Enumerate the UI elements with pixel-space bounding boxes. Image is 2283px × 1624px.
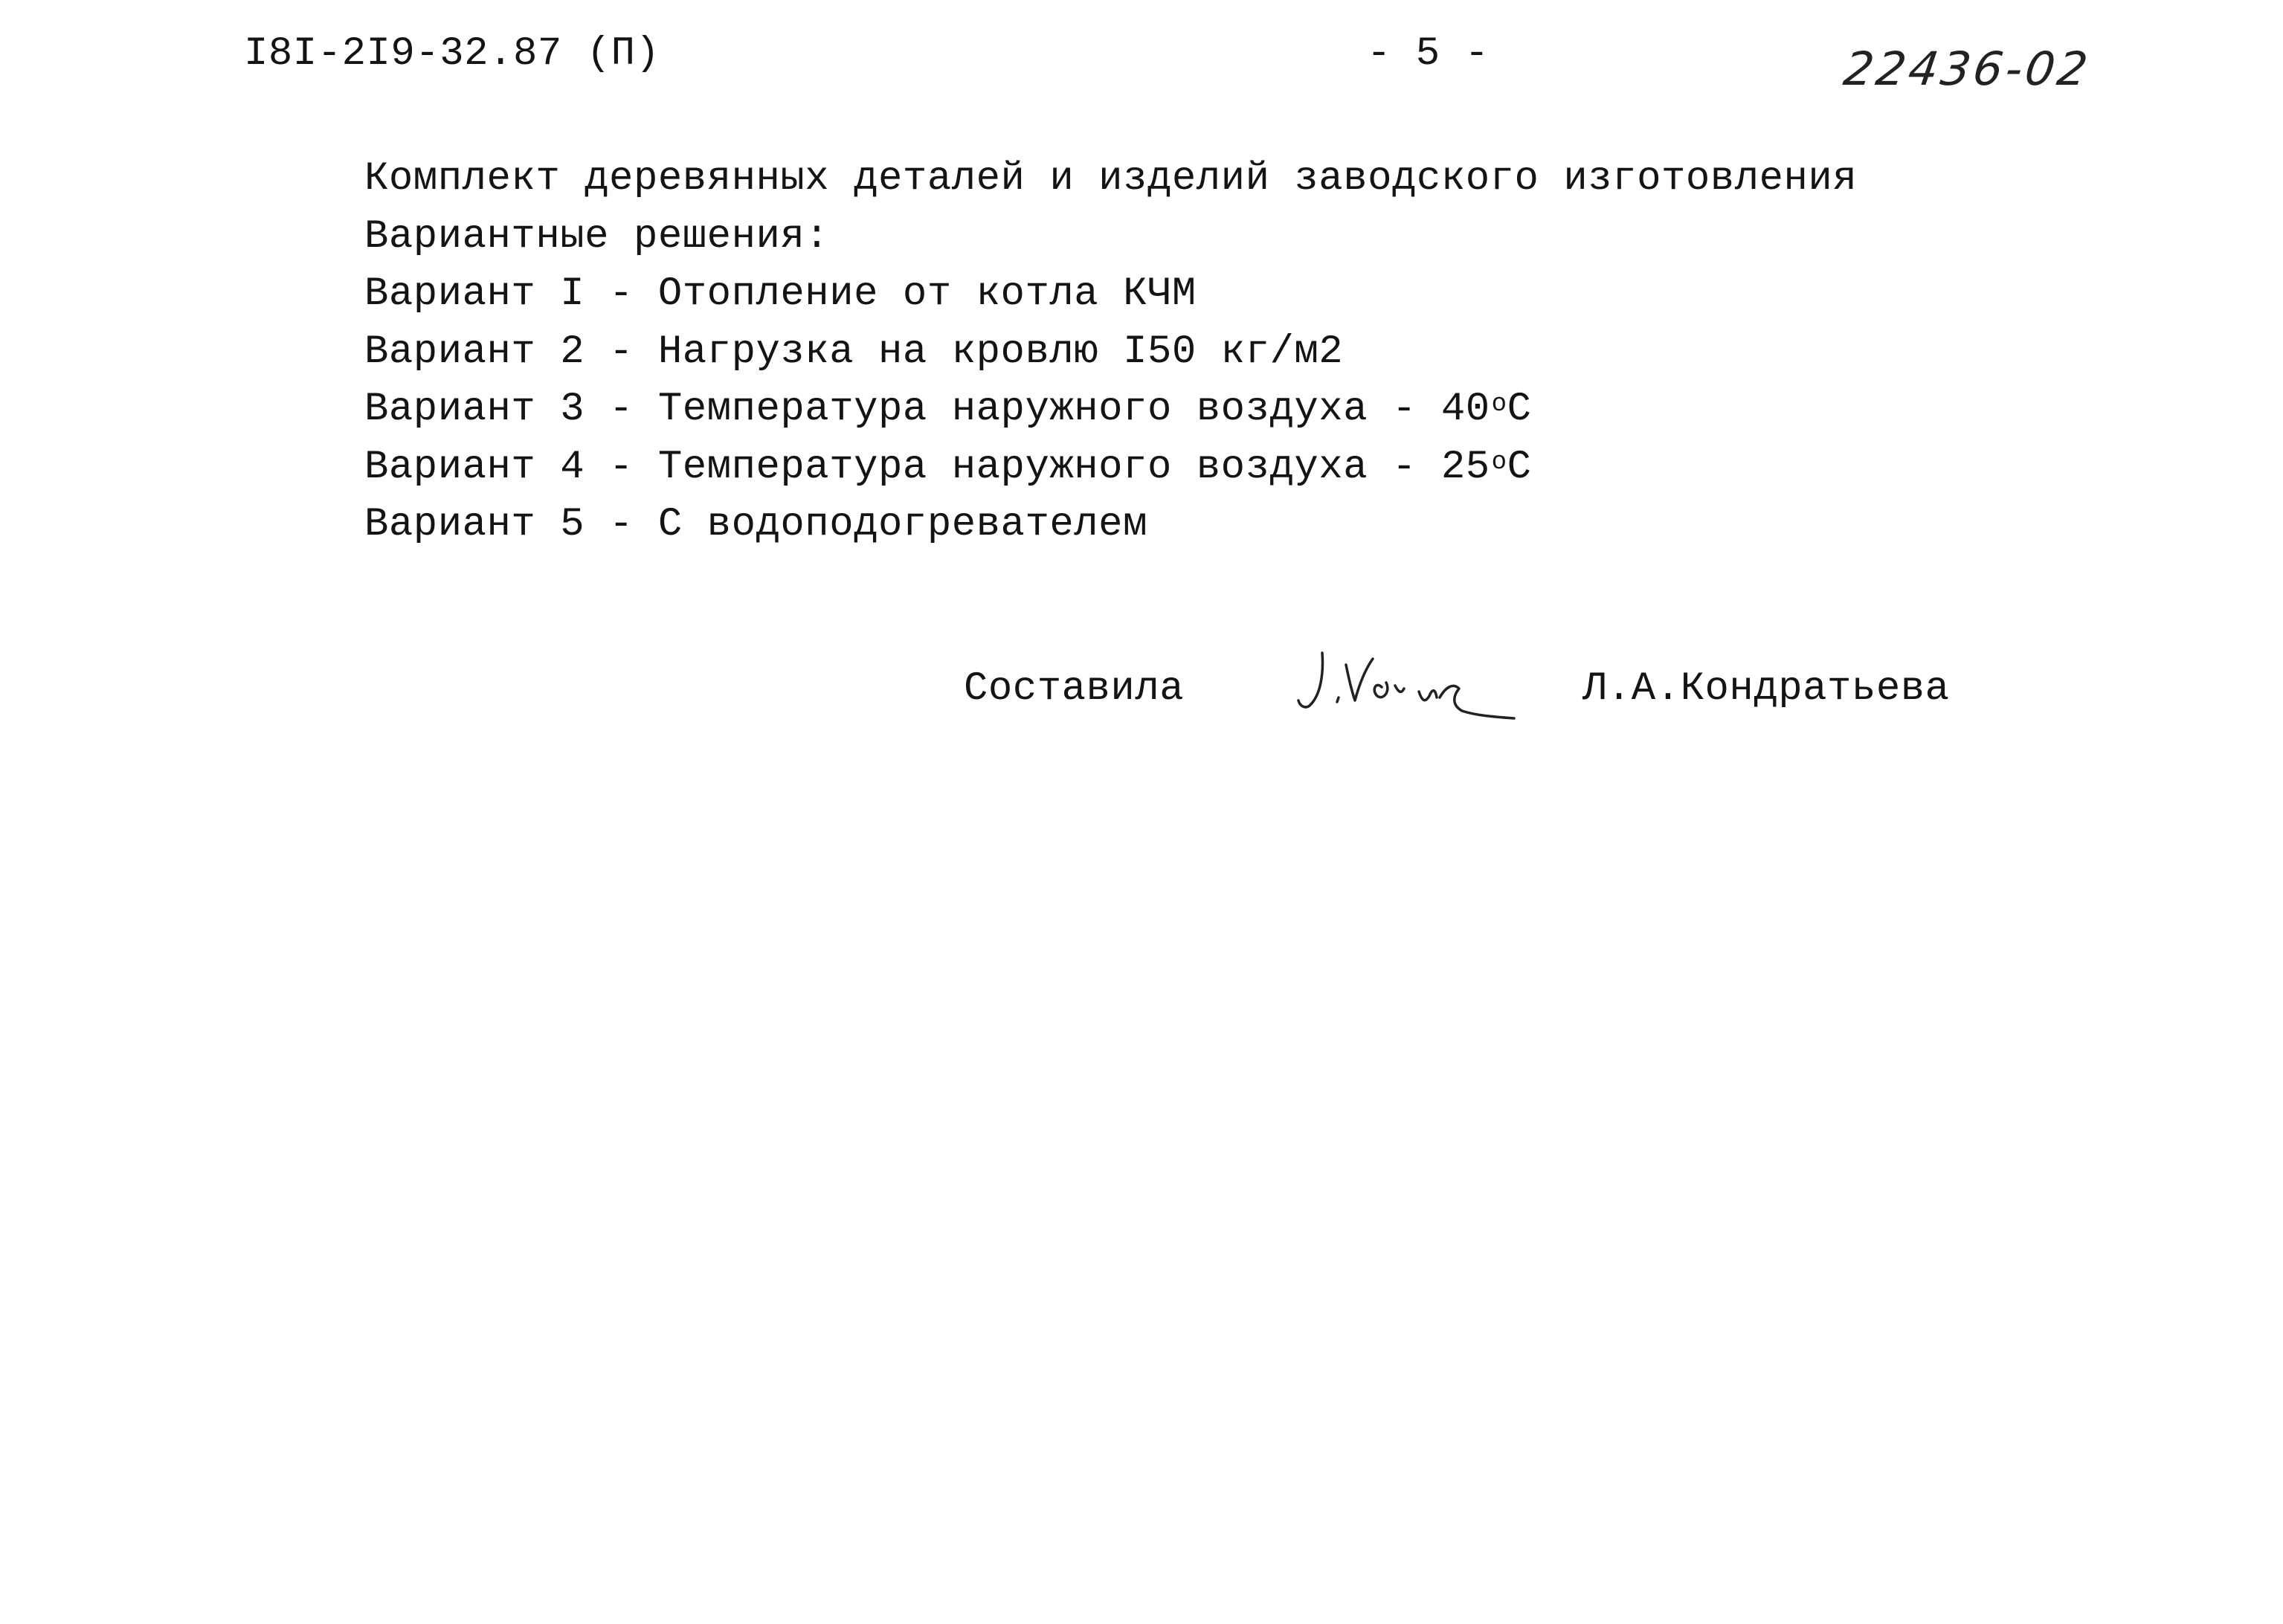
body-line-variant-1: Вариант I - Отопление от котла КЧМ bbox=[364, 271, 1197, 317]
document-code: I8I-2I9-32.87 (П) bbox=[244, 31, 660, 77]
document-body bbox=[364, 150, 1926, 554]
degree-sign: o bbox=[1491, 448, 1507, 477]
body-line-variant-4 bbox=[364, 439, 1926, 497]
page-number: - 5 - bbox=[1367, 31, 1490, 77]
degree-sign: o bbox=[1491, 390, 1507, 419]
body-line-variant-5: Вариант 5 - С водоподогревателем bbox=[364, 502, 1147, 547]
signature-icon bbox=[1294, 637, 1517, 741]
body-line-title: Комплект деревянных деталей и изделий заводского изготовления bbox=[364, 156, 1858, 202]
variant-4-text: Вариант 4 - Температура наружного воздуха - 25 bbox=[364, 444, 1490, 490]
body-line-variants-heading: Вариантные решения: bbox=[364, 213, 830, 260]
variant-4-unit: C bbox=[1507, 444, 1532, 490]
body-line-variant-2: Вариант 2 - Нагрузка на кровлю I50 кг/м2 bbox=[364, 329, 1344, 375]
signer-name: Л.А.Кондратьева bbox=[1582, 666, 1950, 712]
body-line-variant-3 bbox=[364, 381, 1926, 439]
variant-3-unit: C bbox=[1507, 387, 1532, 432]
variant-3-text: Вариант 3 - Температура наружного воздуха - 40 bbox=[364, 387, 1490, 432]
inventory-number: 22436-02 bbox=[1840, 42, 2094, 96]
signer-label: Составила bbox=[964, 666, 1185, 712]
